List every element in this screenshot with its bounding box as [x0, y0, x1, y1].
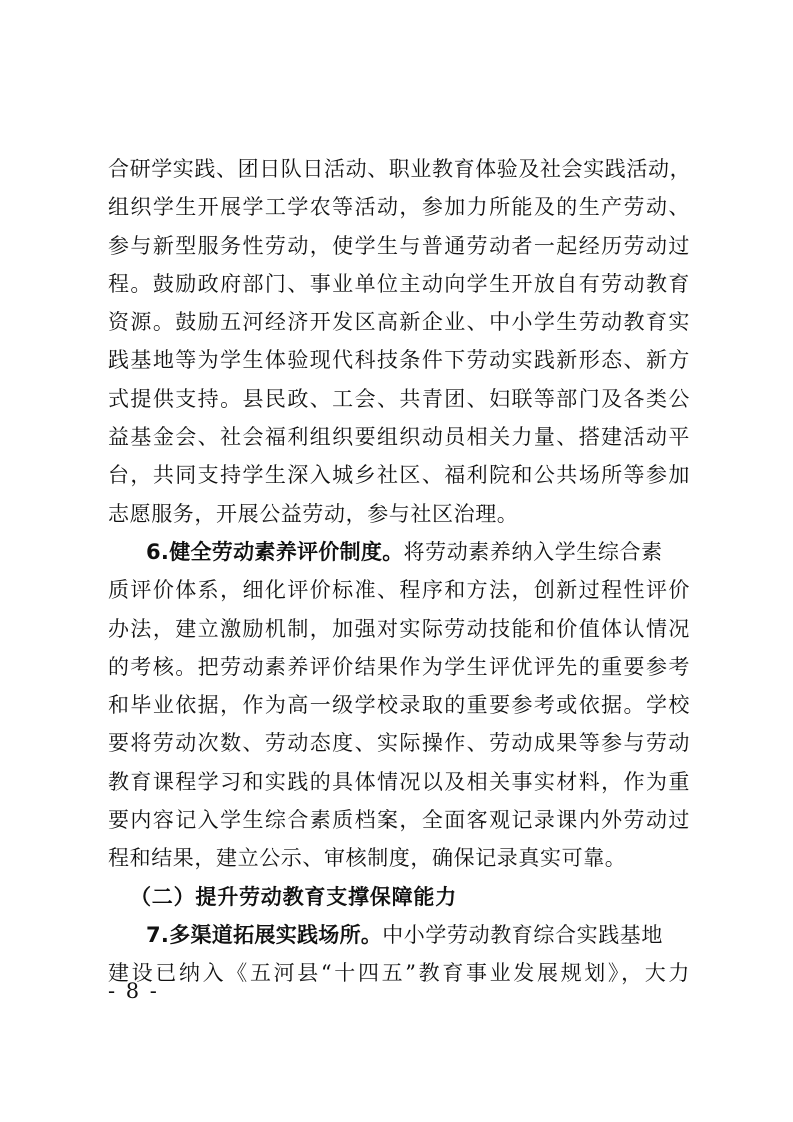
- text-line: 益基金会、社会福利组织要组织动员相关力量、搭建活动平: [108, 425, 690, 450]
- text-line: 式提供支持。县民政、工会、共青团、妇联等部门及各类公: [108, 386, 690, 411]
- text-line: 建设已纳入《五河县“十四五”教育事业发展规划》，大力: [108, 961, 690, 986]
- text-line: 要将劳动次数、劳动态度、实际操作、劳动成果等参与劳动: [108, 731, 690, 756]
- text-line: 办法，建立激励机制，加强对实际劳动技能和价值体认情况: [108, 616, 690, 641]
- page-number: - 8 -: [108, 979, 159, 1003]
- paragraph-first-line: [108, 916, 690, 954]
- text-line: 教育课程学习和实践的具体情况以及相关事实材料，作为重: [108, 769, 690, 794]
- text-line: 组织学生开展学工学农等活动，参加力所能及的生产劳动、: [108, 195, 690, 220]
- text-line: 合研学实践、团日队日活动、职业教育体验及社会实践活动，: [108, 157, 692, 181]
- text-line: 和毕业依据，作为高一级学校录取的重要参考或依据。学校: [108, 693, 690, 718]
- text-line: 程和结果，建立公示、审核制度，确保记录真实可靠。: [108, 846, 627, 871]
- text-run: 中小学劳动教育综合实践基地: [382, 922, 664, 947]
- item-heading: 6.健全劳动素养评价制度。: [146, 539, 404, 564]
- paragraph-first-line: [108, 533, 690, 571]
- text-line: 践基地等为学生体验现代科技条件下劳动实践新形态、新方: [108, 348, 690, 373]
- text-run: 将劳动素养纳入学生综合素: [403, 539, 663, 564]
- text-line: 程。鼓励政府部门、事业单位主动向学生开放自有劳动教育: [108, 271, 690, 296]
- section-heading: （二）提升劳动教育支撑保障能力: [130, 884, 457, 909]
- text-line: 台，共同支持学生深入城乡社区、福利院和公共场所等参加: [108, 463, 690, 488]
- text-line: 资源。鼓励五河经济开发区高新企业、中小学生劳动教育实: [108, 310, 690, 335]
- text-line: 要内容记入学生综合素质档案，全面客观记录课内外劳动过: [108, 808, 690, 833]
- item-heading: 7.多渠道拓展实践场所。: [146, 922, 383, 947]
- text-line: 志愿服务，开展公益劳动，参与社区治理。: [108, 501, 519, 526]
- body-text: [108, 150, 690, 993]
- text-line: 质评价体系，细化评价标准、程序和方法，创新过程性评价: [108, 578, 690, 603]
- text-line: 参与新型服务性劳动，使学生与普通劳动者一起经历劳动过: [108, 233, 690, 258]
- text-line: 的考核。把劳动素养评价结果作为学生评优评先的重要参考: [108, 654, 690, 679]
